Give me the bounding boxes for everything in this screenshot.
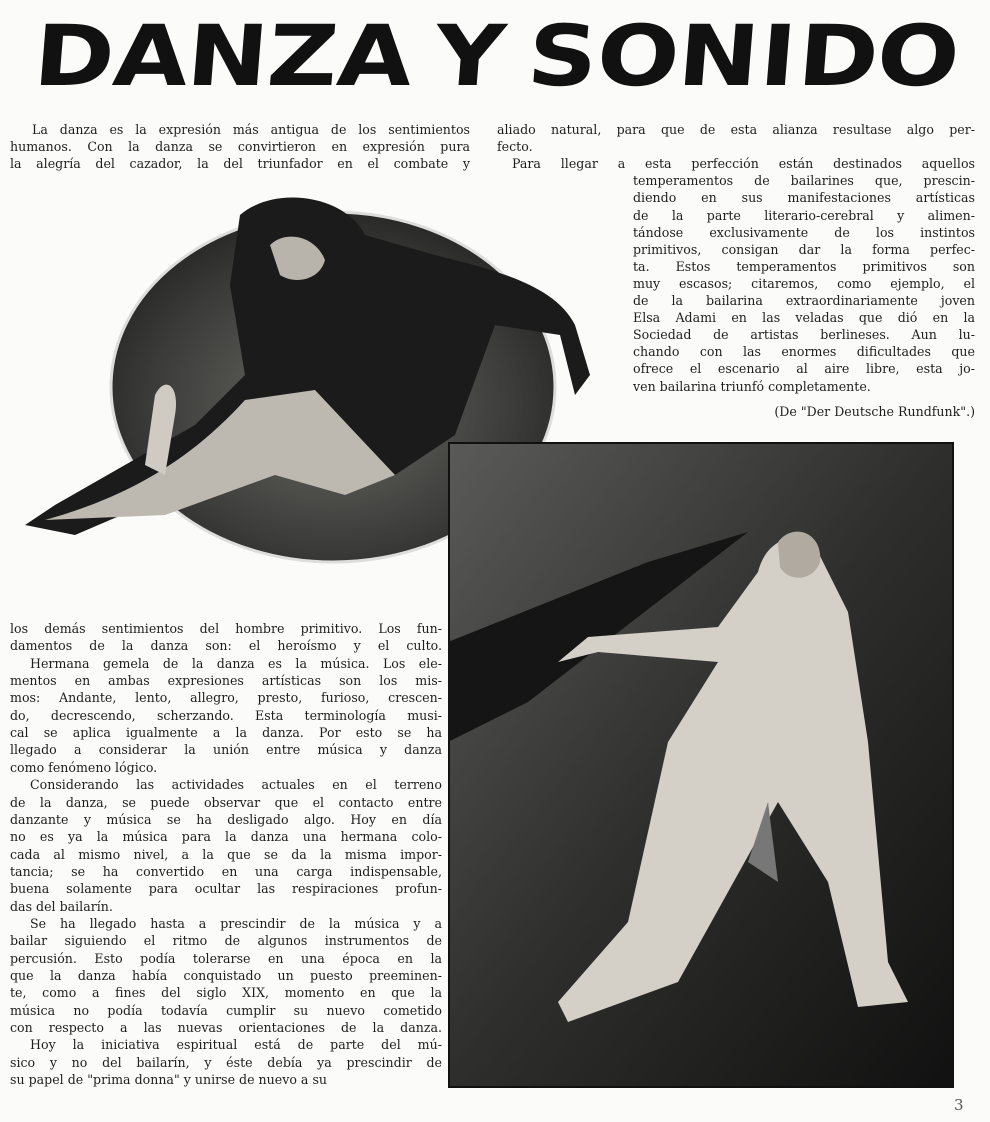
text-line: damentos de la danza son: el heroísmo y el culto.	[10, 638, 442, 654]
text-line: de la bailarina extraordinariamente joven	[633, 293, 975, 308]
text-line: tándose exclusivamente de los instintos	[633, 224, 975, 240]
text-line: bailar siguiendo el ritmo de algunos instrumentos de	[10, 933, 442, 949]
text-line: percusión. Esto podía tolerarse en una época en la	[10, 950, 442, 966]
title-letter: Z	[263, 6, 349, 105]
text-line: das del bailarín.	[10, 898, 113, 914]
text-line: no es ya la música para la danza una hermana colo-	[10, 829, 442, 845]
text-line: de la danza, se puede observar que el contacto entre	[10, 794, 442, 810]
title-letter: O	[872, 6, 970, 105]
text-line: cal se aplica igualmente a la danza. Por esto se ha	[10, 725, 442, 741]
text-line: música no podía todavía cumplir su nuevo cometido	[10, 1002, 442, 1018]
text-line: Se ha llegado hasta a prescindir de la música y a	[30, 915, 442, 931]
article-title	[30, 6, 970, 105]
source-credit: (De "Der Deutsche Rundfunk".)	[774, 404, 975, 419]
text-line: su papel de "prima donna" y unirse de nuevo a su	[10, 1072, 328, 1088]
title-letter: O	[593, 6, 691, 105]
text-line: diendo en sus manifestaciones artísticas	[633, 190, 975, 206]
text-line: mentos en ambas expresiones artísticas son los mis-	[10, 673, 442, 689]
text-line: Para llegar a esta perfección están destinados aquellos	[512, 156, 975, 172]
text-line: tancia; se ha convertido en una carga indispensable,	[10, 863, 442, 879]
title-letter: D	[793, 6, 889, 105]
title-letter: A	[333, 6, 424, 105]
text-line: ta. Estos temperamentos primitivos son	[633, 258, 975, 274]
photo-dancer-standing	[448, 442, 954, 1088]
text-line: te, como a fines del siglo XIX, momento en que la	[10, 985, 442, 1001]
text-line: primitivos, consigan dar la forma perfec-	[633, 241, 975, 257]
text-line: mos: Andante, lento, allegro, presto, furioso, crescen-	[10, 690, 442, 706]
title-letter: S	[524, 6, 609, 105]
text-line: que la danza había conquistado un puesto preeminen-	[10, 968, 442, 983]
text-line: con respecto a las nuevas orientaciones de la danza.	[10, 1020, 442, 1036]
text-line: la alegría del cazador, la del triunfador en el combate y	[10, 156, 470, 171]
title-letter: A	[109, 6, 200, 105]
text-line: Considerando las actividades actuales en el terreno	[30, 777, 442, 793]
text-line: de la parte literario-cerebral y alimen-	[633, 207, 975, 223]
text-line: fecto.	[497, 139, 533, 155]
text-line: como fenómeno lógico.	[10, 759, 158, 775]
text-line: sico y no del bailarín, y éste debía ya prescindir de	[10, 1054, 442, 1070]
title-letter: I	[756, 6, 808, 105]
text-line: do, decrescendo, scherzando. Esta terminología musi-	[10, 707, 442, 723]
title-letter: N	[183, 6, 280, 105]
text-line: La danza es la expresión más antigua de los sentimientos	[32, 122, 470, 137]
text-line: Hermana gemela de la danza es la música. Los ele-	[30, 655, 442, 671]
page-number: 3	[954, 1096, 964, 1114]
title-letter: Y	[431, 6, 516, 105]
text-line: temperamentos de bailarines que, prescin-	[633, 173, 975, 189]
text-line: chando con las enormes dificultades que	[633, 344, 975, 360]
text-line: Hoy la iniciativa espiritual está de parte del mú-	[30, 1037, 442, 1053]
title-letter: D	[30, 6, 126, 105]
text-line: Elsa Adami en las veladas que dió en la	[633, 310, 975, 326]
text-line: cada al mismo nivel, a la que se da la misma impor-	[10, 846, 442, 862]
text-line: los demás sentimientos del hombre primitivo. Los fun-	[10, 621, 442, 636]
text-line: danzante y música se ha desligado algo. Hoy en día	[10, 811, 442, 827]
text-line: humanos. Con la danza se convirtieron en expresión pura	[10, 139, 470, 154]
text-line: aliado natural, para que de esta alianza resultase algo per-	[497, 122, 975, 137]
text-line: Sociedad de artistas berlineses. Aun lu-	[633, 327, 975, 343]
text-line: muy escasos; citaremos, como ejemplo, el	[633, 275, 975, 291]
text-line: ven bailarina triunfó completamente.	[633, 378, 871, 394]
text-line: ofrece el escenario al aire libre, esta jo-	[633, 361, 975, 377]
text-line: buena solamente para ocultar las respiraciones profun-	[10, 881, 442, 897]
text-line: llegado a considerar la unión entre música y danza	[10, 742, 442, 758]
title-letter: N	[673, 6, 770, 105]
